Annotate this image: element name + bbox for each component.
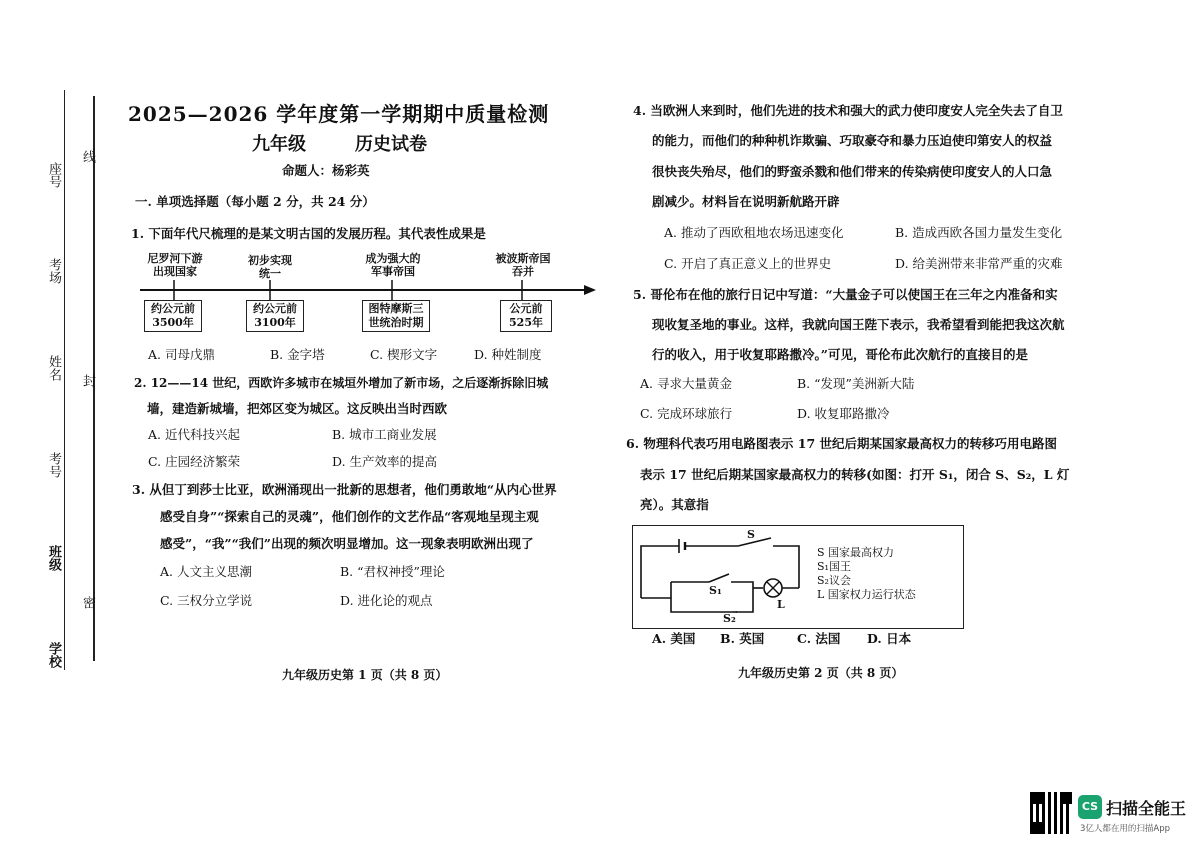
timeline-event-4-date: 公元前 525年 — [500, 300, 552, 332]
q6-stem-line-1: 6. 物理科代表巧用电路图表示 17 世纪后期某国家最高权力的转移巧用电路图 — [626, 436, 1058, 451]
q6-option-c[interactable]: C. 法国 — [797, 631, 841, 646]
footer-page-2: 九年级历史第 2 页（共 8 页） — [738, 666, 904, 680]
q5-option-b[interactable]: B. “发现”美洲新大陆 — [797, 376, 915, 391]
circuit-label-s2: S₂ — [723, 612, 736, 625]
binding-field-seat: 座号 — [46, 162, 61, 188]
q3-option-c[interactable]: C. 三权分立学说 — [160, 593, 253, 608]
q4-stem-line-4: 剧减少。材料旨在说明新航路开辟 — [652, 194, 840, 209]
exam-author: 命题人：杨彩英 — [282, 163, 370, 178]
timeline-event-1-label: 尼罗河下游 出现国家 — [147, 252, 203, 278]
q6-option-d[interactable]: D. 日本 — [867, 631, 912, 646]
q3-option-b[interactable]: B. “君权神授”理论 — [340, 564, 445, 579]
q1-stem: 1. 下面年代尺梳理的是某文明古国的发展历程。其代表性成果是 — [131, 226, 486, 241]
circuit-label-s1: S₁ — [709, 584, 722, 597]
scanner-tagline: 3亿人都在用的扫描App — [1080, 824, 1171, 834]
binding-line-left — [64, 90, 65, 670]
q1-option-b[interactable]: B. 金字塔 — [270, 347, 325, 362]
q3-stem-line-2: 感受自身”“探索自己的灵魂”，他们创作的文艺作品“客观地呈现主观 — [160, 509, 539, 524]
q6-circuit-figure — [632, 525, 964, 629]
scanner-logo-icon: CS — [1078, 795, 1102, 819]
footer-page-1: 九年级历史第 1 页（共 8 页） — [282, 668, 448, 682]
q6-option-a[interactable]: A. 美国 — [652, 631, 696, 646]
q3-option-a[interactable]: A. 人文主义思潮 — [160, 564, 252, 579]
qr-code — [1030, 792, 1072, 834]
timeline-event-2-label: 初步实现 统一 — [248, 254, 292, 280]
q2-stem-line-2: 墙，建造新城墙，把郊区变为城区。这反映出当时西欧 — [147, 401, 448, 416]
q4-stem-line-3: 很快丧失殆尽，他们的野蛮杀戮和他们带来的传染病使印度安人的人口急 — [652, 164, 1053, 179]
binding-mark-line: 线 — [80, 150, 95, 163]
q4-option-a[interactable]: A. 推动了西欧租地农场迅速变化 — [664, 225, 844, 240]
timeline-event-1-date: 约公元前 3500年 — [144, 300, 202, 332]
q4-option-d[interactable]: D. 给美洲带来非常严重的灾难 — [895, 256, 1063, 271]
circuit-label-s: S — [747, 528, 755, 541]
q4-stem-line-2: 的能力，而他们的种种机诈欺骗、巧取豪夺和暴力压迫使印第安人的权益 — [652, 133, 1053, 148]
circuit-legend-2: S₁国王 — [817, 560, 851, 573]
q6-stem-line-2: 表示 17 世纪后期某国家最高权力的转移(如图：打开 S₁，闭合 S、S₂，L 灯 — [640, 467, 1070, 482]
q5-stem-line-2: 现收复圣地的事业。这样，我就向国王陛下表示，我希望看到能把我这次航 — [652, 317, 1065, 332]
q3-option-d[interactable]: D. 进化论的观点 — [340, 593, 433, 608]
exam-subject: 历史试卷 — [355, 134, 427, 155]
binding-field-exam-room: 考场 — [46, 258, 61, 284]
q4-option-b[interactable]: B. 造成西欧各国力量发生变化 — [895, 225, 1063, 240]
timeline-event-4-label: 被波斯帝国 吞并 — [495, 252, 551, 278]
q3-stem-line-1: 3. 从但丁到莎士比亚，欧洲涌现出一批新的思想者，他们勇敢地“从内心世界 — [132, 482, 557, 497]
exam-title: 2025—2026 学年度第一学期期中质量检测 — [128, 102, 550, 126]
exam-grade: 九年级 — [252, 134, 306, 155]
timeline-event-3-label: 成为强大的 军事帝国 — [365, 252, 421, 278]
q1-option-a[interactable]: A. 司母戊鼎 — [148, 347, 215, 362]
circuit-legend-1: S 国家最高权力 — [817, 546, 895, 559]
scanner-app-name: 扫描全能王 — [1106, 799, 1187, 818]
q1-timeline — [138, 250, 598, 335]
q5-option-d[interactable]: D. 收复耶路撒冷 — [797, 406, 890, 421]
q5-option-a[interactable]: A. 寻求大量黄金 — [640, 376, 732, 391]
binding-field-school: 学校 — [46, 642, 61, 668]
binding-field-name: 姓名 — [46, 355, 61, 381]
circuit-label-l: L — [777, 598, 785, 611]
q6-option-b[interactable]: B. 英国 — [720, 631, 765, 646]
q1-option-d[interactable]: D. 种姓制度 — [474, 347, 542, 362]
circuit-legend-3: S₂议会 — [817, 574, 851, 587]
q4-option-c[interactable]: C. 开启了真正意义上的世界史 — [664, 256, 832, 271]
section-heading: 一. 单项选择题（每小题 2 分，共 24 分） — [135, 194, 375, 209]
binding-mark-seal: 封 — [80, 374, 95, 387]
timeline-event-3-date: 图特摩斯三 世统治时期 — [362, 300, 430, 332]
binding-field-exam-number: 考号 — [46, 452, 61, 478]
circuit-diagram — [633, 526, 963, 628]
q2-option-a[interactable]: A. 近代科技兴起 — [148, 427, 240, 442]
q3-stem-line-3: 感受”，“我”“我们”出现的频次明显增加。这一现象表明欧洲出现了 — [160, 536, 534, 551]
binding-mark-secret: 密 — [80, 596, 95, 609]
q5-stem-line-1: 5. 哥伦布在他的旅行日记中写道：“大量金子可以使国王在三年之内准备和实 — [633, 287, 1058, 302]
q5-stem-line-3: 行的收入，用于收复耶路撒冷。”可见，哥伦布此次航行的直接目的是 — [652, 347, 1028, 362]
q5-option-c[interactable]: C. 完成环球旅行 — [640, 406, 733, 421]
timeline-event-2-date: 约公元前 3100年 — [246, 300, 304, 332]
q2-option-b[interactable]: B. 城市工商业发展 — [332, 427, 437, 442]
q2-option-d[interactable]: D. 生产效率的提高 — [332, 454, 438, 469]
q4-stem-line-1: 4. 当欧洲人来到时，他们先进的技术和强大的武力使印度安人完全失去了自卫 — [633, 103, 1063, 118]
q1-option-c[interactable]: C. 楔形文字 — [370, 347, 438, 362]
circuit-legend-4: L 国家权力运行状态 — [817, 588, 916, 601]
q2-stem-line-1: 2. 12——14 世纪，西欧许多城市在城垣外增加了新市场，之后逐渐拆除旧城 — [134, 376, 549, 390]
q2-option-c[interactable]: C. 庄园经济繁荣 — [148, 454, 241, 469]
q6-stem-line-3: 亮）。其意指 — [640, 497, 709, 512]
binding-field-class: 班级 — [46, 545, 61, 571]
